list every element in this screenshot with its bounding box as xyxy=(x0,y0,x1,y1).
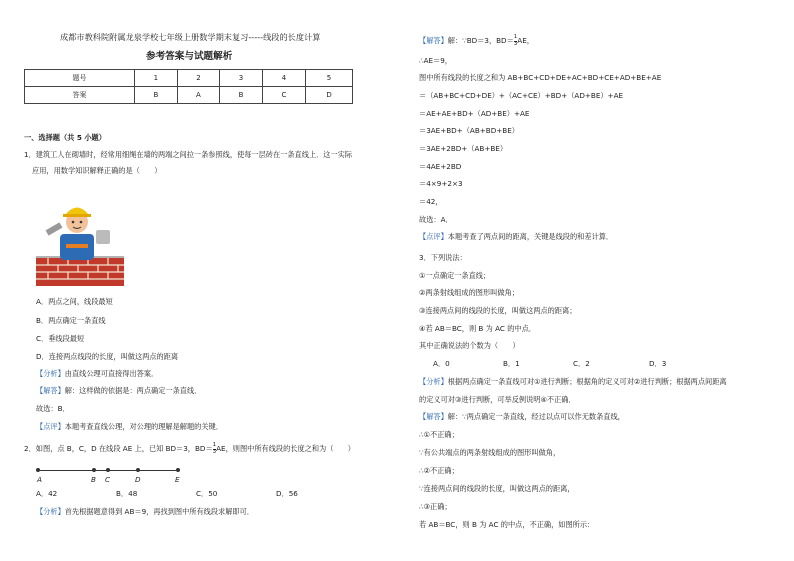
question-1-stem: 1．建筑工人在砌墙时，经常用细绳在墙的两端之间拉一条参照线，使每一层砖在一条直线上．这一实际 xyxy=(24,150,353,159)
comment-text: 本题考查直线公理，对公理的理解是解题的关键． xyxy=(64,422,223,431)
point-label: C xyxy=(105,475,111,484)
question-3-stem: 3．下列说法： xyxy=(419,253,467,262)
q1-option-d: D．连接两点线段的长度，叫做这两点的距离 xyxy=(36,352,179,361)
solution-line: ＝3AE+2BD+（AB+BE） xyxy=(419,144,508,153)
q2-comment xyxy=(419,232,613,241)
comment-text: 本题考查了两点间的距离，关键是线段的和差计算． xyxy=(447,232,614,241)
solution-line: ＝AE+AE+BD+（AD+BE）+AE xyxy=(419,109,530,118)
q3-option-c: C．2 xyxy=(573,359,590,368)
solution-line: 图中所有线段的长度之和为 AB+BC+CD+DE+AC+BD+CE+AD+BE+AE xyxy=(419,73,662,82)
worker-illustration xyxy=(36,200,126,288)
q1-option-a: A．两点之间，线段最短 xyxy=(36,297,113,306)
q2-option-c: C．50 xyxy=(196,489,218,498)
answer-table xyxy=(24,69,353,104)
table-cell: D xyxy=(306,87,353,104)
point-dot xyxy=(36,468,40,472)
q3-solution xyxy=(419,412,625,421)
solution-line: ＝4AE+2BD xyxy=(419,162,462,171)
solution-line: ∴①不正确； xyxy=(419,430,459,439)
table-cell: C xyxy=(262,87,305,104)
solution-line: ∵有公共端点的两条射线组成的图形叫做角， xyxy=(419,448,561,457)
q1-option-b: B．两点确定一条直线 xyxy=(36,316,106,325)
solution-line: ＝42， xyxy=(419,197,443,206)
solution-line: ∴②不正确； xyxy=(419,466,459,475)
table-cell: 2 xyxy=(177,70,220,87)
comment-tag: 【点评】 xyxy=(419,232,448,241)
q1-analysis xyxy=(36,369,158,378)
solution-line: 故选：A． xyxy=(419,215,453,224)
q3-statement: ②两条射线组成的图形叫做角； xyxy=(419,288,519,297)
stem-text: AE，则图中所有线段的长度之和为（ ） xyxy=(216,444,355,453)
point-label: D xyxy=(135,475,141,484)
table-cell: 4 xyxy=(262,70,305,87)
q1-solution xyxy=(36,386,201,395)
analysis-tag: 【分析】 xyxy=(419,377,448,386)
solution-text: AE， xyxy=(517,36,534,45)
point-dot xyxy=(92,468,96,472)
point-dot xyxy=(106,468,110,472)
point-label: B xyxy=(91,475,96,484)
point-label: E xyxy=(175,475,180,484)
fraction-denominator: 3 xyxy=(513,40,518,47)
table-cell: 题号 xyxy=(25,70,135,87)
table-cell: B xyxy=(220,87,263,104)
table-cell: B xyxy=(135,87,178,104)
question-1-stem-cont: 应用，用数学知识解释正确的是（ ） xyxy=(32,166,162,175)
solution-text: 解：∵BD＝3，BD＝ xyxy=(447,36,514,45)
analysis-text: 由直线公理可直接得出答案． xyxy=(64,369,159,378)
solution-tag: 【解答】 xyxy=(419,36,448,45)
point-label: A xyxy=(37,475,42,484)
solution-line: ∵连接两点间的线段的长度，叫做这两点的距离， xyxy=(419,484,575,493)
analysis-tag: 【分析】 xyxy=(36,369,65,378)
q2-solution xyxy=(419,35,534,47)
analysis-text: 根据两点确定一条直线可对①进行判断；根据角的定义可对②进行判断；根据两点间距离 xyxy=(447,377,727,386)
q2-analysis xyxy=(36,507,254,516)
q3-analysis xyxy=(419,377,727,386)
q3-question: 其中正确说法的个数为（ ） xyxy=(419,341,520,350)
solution-text: 解：∵两点确定一条直线，经过以点可以作无数条直线， xyxy=(447,412,625,421)
table-cell: 5 xyxy=(306,70,353,87)
table-row xyxy=(25,87,353,104)
document-title: 成都市教科院附属龙泉学校七年级上册数学期末复习-----线段的长度计算 xyxy=(60,32,321,42)
q3-option-d: D．3 xyxy=(649,359,667,368)
q1-option-c: C．垂线段最短 xyxy=(36,334,85,343)
q2-option-d: D．56 xyxy=(276,489,298,498)
question-2-stem xyxy=(24,443,355,455)
q3-statement: ③连接两点间的线段的长度，叫做这两点的距离； xyxy=(419,306,577,315)
q2-option-a: A．42 xyxy=(36,489,58,498)
solution-line: ＝3AE+BD+（AB+BD+BE） xyxy=(419,126,519,135)
table-cell: 1 xyxy=(135,70,178,87)
table-cell: A xyxy=(177,87,220,104)
fraction-denominator: 3 xyxy=(212,448,217,455)
point-dot xyxy=(136,468,140,472)
comment-tag: 【点评】 xyxy=(36,422,65,431)
q3-statement: ④若 AB＝BC，则 B 为 AC 的中点． xyxy=(419,324,536,333)
q1-comment xyxy=(36,422,223,431)
fraction-numerator: 1 xyxy=(513,34,518,40)
stem-text: 2．如图，点 B，C，D 在线段 AE 上，已知 BD＝3，BD＝ xyxy=(24,444,213,453)
table-cell: 3 xyxy=(220,70,263,87)
page-subtitle: 参考答案与试题解析 xyxy=(146,51,233,62)
solution-text: 解：这样做的依据是：两点确定一条直线． xyxy=(64,386,202,395)
solution-line: ＝（AB+BC+CD+DE）+（AC+CE）+BD+（AD+BE）+AE xyxy=(419,91,624,100)
q3-option-a: A．0 xyxy=(433,359,450,368)
solution-line: ＝4×9+2×3 xyxy=(419,179,463,188)
solution-line: 若 AB＝BC，则 B 为 AC 的中点，不正确，如图所示： xyxy=(419,520,595,529)
solution-tag: 【解答】 xyxy=(419,412,448,421)
analysis-tag: 【分析】 xyxy=(36,507,65,516)
fraction-numerator: 1 xyxy=(212,442,217,448)
table-row xyxy=(25,70,353,87)
section-heading: 一、选择题（共 5 小题） xyxy=(24,133,106,142)
point-dot xyxy=(176,468,180,472)
analysis-text: 首先根据题意得到 AB＝9，再找到图中所有线段求解即可． xyxy=(64,507,254,516)
solution-line: ∴AE＝9， xyxy=(419,56,452,65)
q3-analysis-cont: 的定义可对③进行判断，可举反例说明④不正确． xyxy=(419,395,576,404)
q1-choice: 故选：B． xyxy=(36,404,70,413)
q3-option-b: B．1 xyxy=(503,359,520,368)
solution-line: ∴③正确； xyxy=(419,502,452,511)
q2-option-b: B．48 xyxy=(116,489,138,498)
table-cell: 答案 xyxy=(25,87,135,104)
solution-tag: 【解答】 xyxy=(36,386,65,395)
q3-statement: ①一点确定一条直线； xyxy=(419,271,491,280)
